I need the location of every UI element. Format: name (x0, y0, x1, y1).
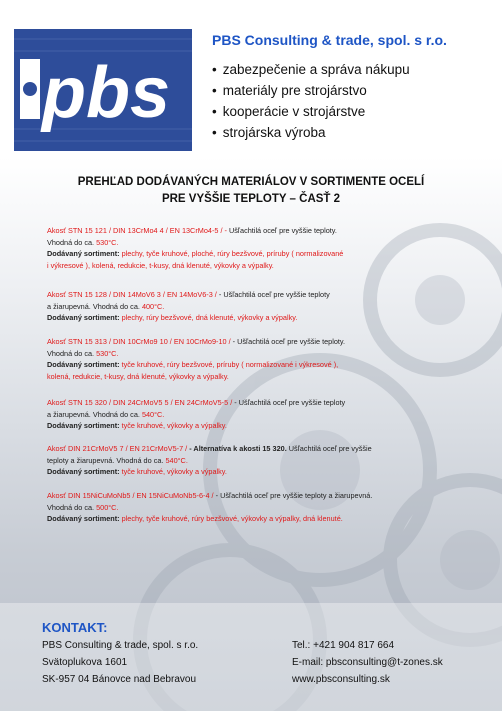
supply-label: Dodávaný sortiment: (47, 313, 122, 322)
contact-phone: Tel.: +421 904 817 664 (292, 640, 395, 651)
supply-label: Dodávaný sortiment: (47, 514, 122, 523)
material-desc: Ušľachtilá oceľ pre vyššie teploty. (226, 226, 337, 235)
material-entry (47, 397, 467, 432)
material-entry (47, 289, 467, 324)
max-temp: 540°C. (165, 455, 188, 465)
material-grade: Akosť DIN 21CrMoV5 7 / EN 21CrMoV5-7 / (47, 444, 188, 453)
use-prefix: Vhodná do ca. (47, 502, 97, 512)
contact-email[interactable]: E-mail: pbsconsulting@t-zones.sk (292, 657, 443, 668)
material-entry (47, 490, 467, 525)
pbs-logo-icon (14, 29, 192, 151)
max-temp: 540°C. (141, 409, 165, 419)
contact-city: SK-957 04 Bánovce nad Bebravou (42, 674, 196, 685)
max-temp: 530°C. (96, 348, 119, 358)
material-desc: - Ušľachtilá oceľ pre vyššie teploty a žiarupevná. (213, 491, 373, 500)
contact-heading: KONTAKT: (42, 620, 108, 635)
material-alternative: - Alternatíva k akosti 15 320. (187, 444, 287, 453)
max-temp: 500°C. (96, 502, 119, 512)
contact-street: Svätoplukova 1601 (42, 657, 128, 668)
max-temp: 530°C. (96, 237, 119, 247)
pbs-logo (14, 29, 192, 151)
material-desc: - Ušľachtilá oceľ pre vyššie teploty. (230, 337, 346, 346)
page-title-line2: PRE VYŠŠIE TEPLOTY – ČASŤ 2 (161, 193, 341, 205)
logo-text: pbs (42, 53, 171, 133)
material-desc: - Ušľachtilá oceľ pre vyššie teploty (232, 398, 346, 407)
material-grade: Akosť STN 15 128 / DIN 14MoV6 3 / EN 14MoV6-3 / (47, 290, 217, 299)
page-title-line1: PREHĽAD DODÁVANÝCH MATERIÁLOV V SORTIMENTE OCELÍ (77, 176, 425, 188)
supply-label: Dodávaný sortiment: (47, 249, 122, 258)
company-name: PBS Consulting & trade, spol. s r.o. (212, 32, 447, 48)
supply-label: Dodávaný sortiment: (47, 467, 122, 476)
service-item: • kooperácie v strojárstve (212, 101, 410, 122)
supply-list: tyče kruhové, výkovky a výpalky. (121, 467, 227, 476)
use-prefix: Vhodná do ca. (47, 348, 97, 358)
service-item: • materiály pre strojárstvo (212, 80, 410, 101)
service-item: • strojárska výroba (212, 122, 410, 143)
material-desc: Ušľachtilá oceľ pre vyššie (286, 444, 372, 453)
material-desc-cont: a žiarupevná. Vhodná do ca. (47, 409, 142, 419)
material-entry (47, 336, 467, 382)
service-item: • zabezpečenie a správa nákupu (212, 59, 410, 80)
supply-list: plechy, tyče kruhové, ploché, rúry bezšvové, príruby ( normalizované (121, 249, 344, 258)
supply-list: plechy, tyče kruhové, rúry bezšvové, výkovky a výpalky, dná klenuté. (121, 514, 343, 523)
contact-website[interactable]: www.pbsconsulting.sk (292, 674, 390, 685)
supply-list-cont: i výkresové ), kolená, redukcie, t-kusy, dná klenuté, výkovky a výpalky. (47, 260, 274, 270)
services-list (212, 59, 410, 143)
material-grade: Akosť STN 15 320 / DIN 24CrMoV5 5 / EN 24CrMoV5-5 / (47, 398, 233, 407)
material-entry (47, 225, 467, 271)
supply-label: Dodávaný sortiment: (47, 360, 122, 369)
material-desc-cont: teploty a žiarupevná. Vhodná do ca. (47, 455, 166, 465)
material-grade: Akosť STN 15 313 / DIN 10CrMo9 10 / EN 10CrMo9-10 / (47, 337, 231, 346)
contact-company: PBS Consulting & trade, spol. s r.o. (42, 640, 199, 651)
material-entry (47, 443, 467, 478)
material-grade: Akosť DIN 15NiCuMoNb5 / EN 15NiCuMoNb5-6-4 / (47, 491, 214, 500)
max-temp: 400°C. (141, 301, 165, 311)
supply-label: Dodávaný sortiment: (47, 421, 122, 430)
supply-list: plechy, rúry bezšvové, dná klenuté, výkovky a výpalky. (121, 313, 298, 322)
material-desc: - Ušľachtilá oceľ pre vyššie teploty (216, 290, 330, 299)
material-grade: Akosť STN 15 121 / DIN 13CrMo4 4 / EN 13CrMo4-5 / - (47, 226, 227, 235)
supply-list-cont: kolená, redukcie, t-kusy, dná klenuté, výkovky a výpalky. (47, 371, 229, 381)
material-desc-cont: a žiarupevná. Vhodná do ca. (47, 301, 142, 311)
supply-list: tyče kruhové, rúry bezšvové, príruby ( normalizované i výkresové ), (121, 360, 339, 369)
use-prefix: Vhodná do ca. (47, 237, 97, 247)
supply-list: tyče kruhové, výkovky a výpalky. (121, 421, 227, 430)
